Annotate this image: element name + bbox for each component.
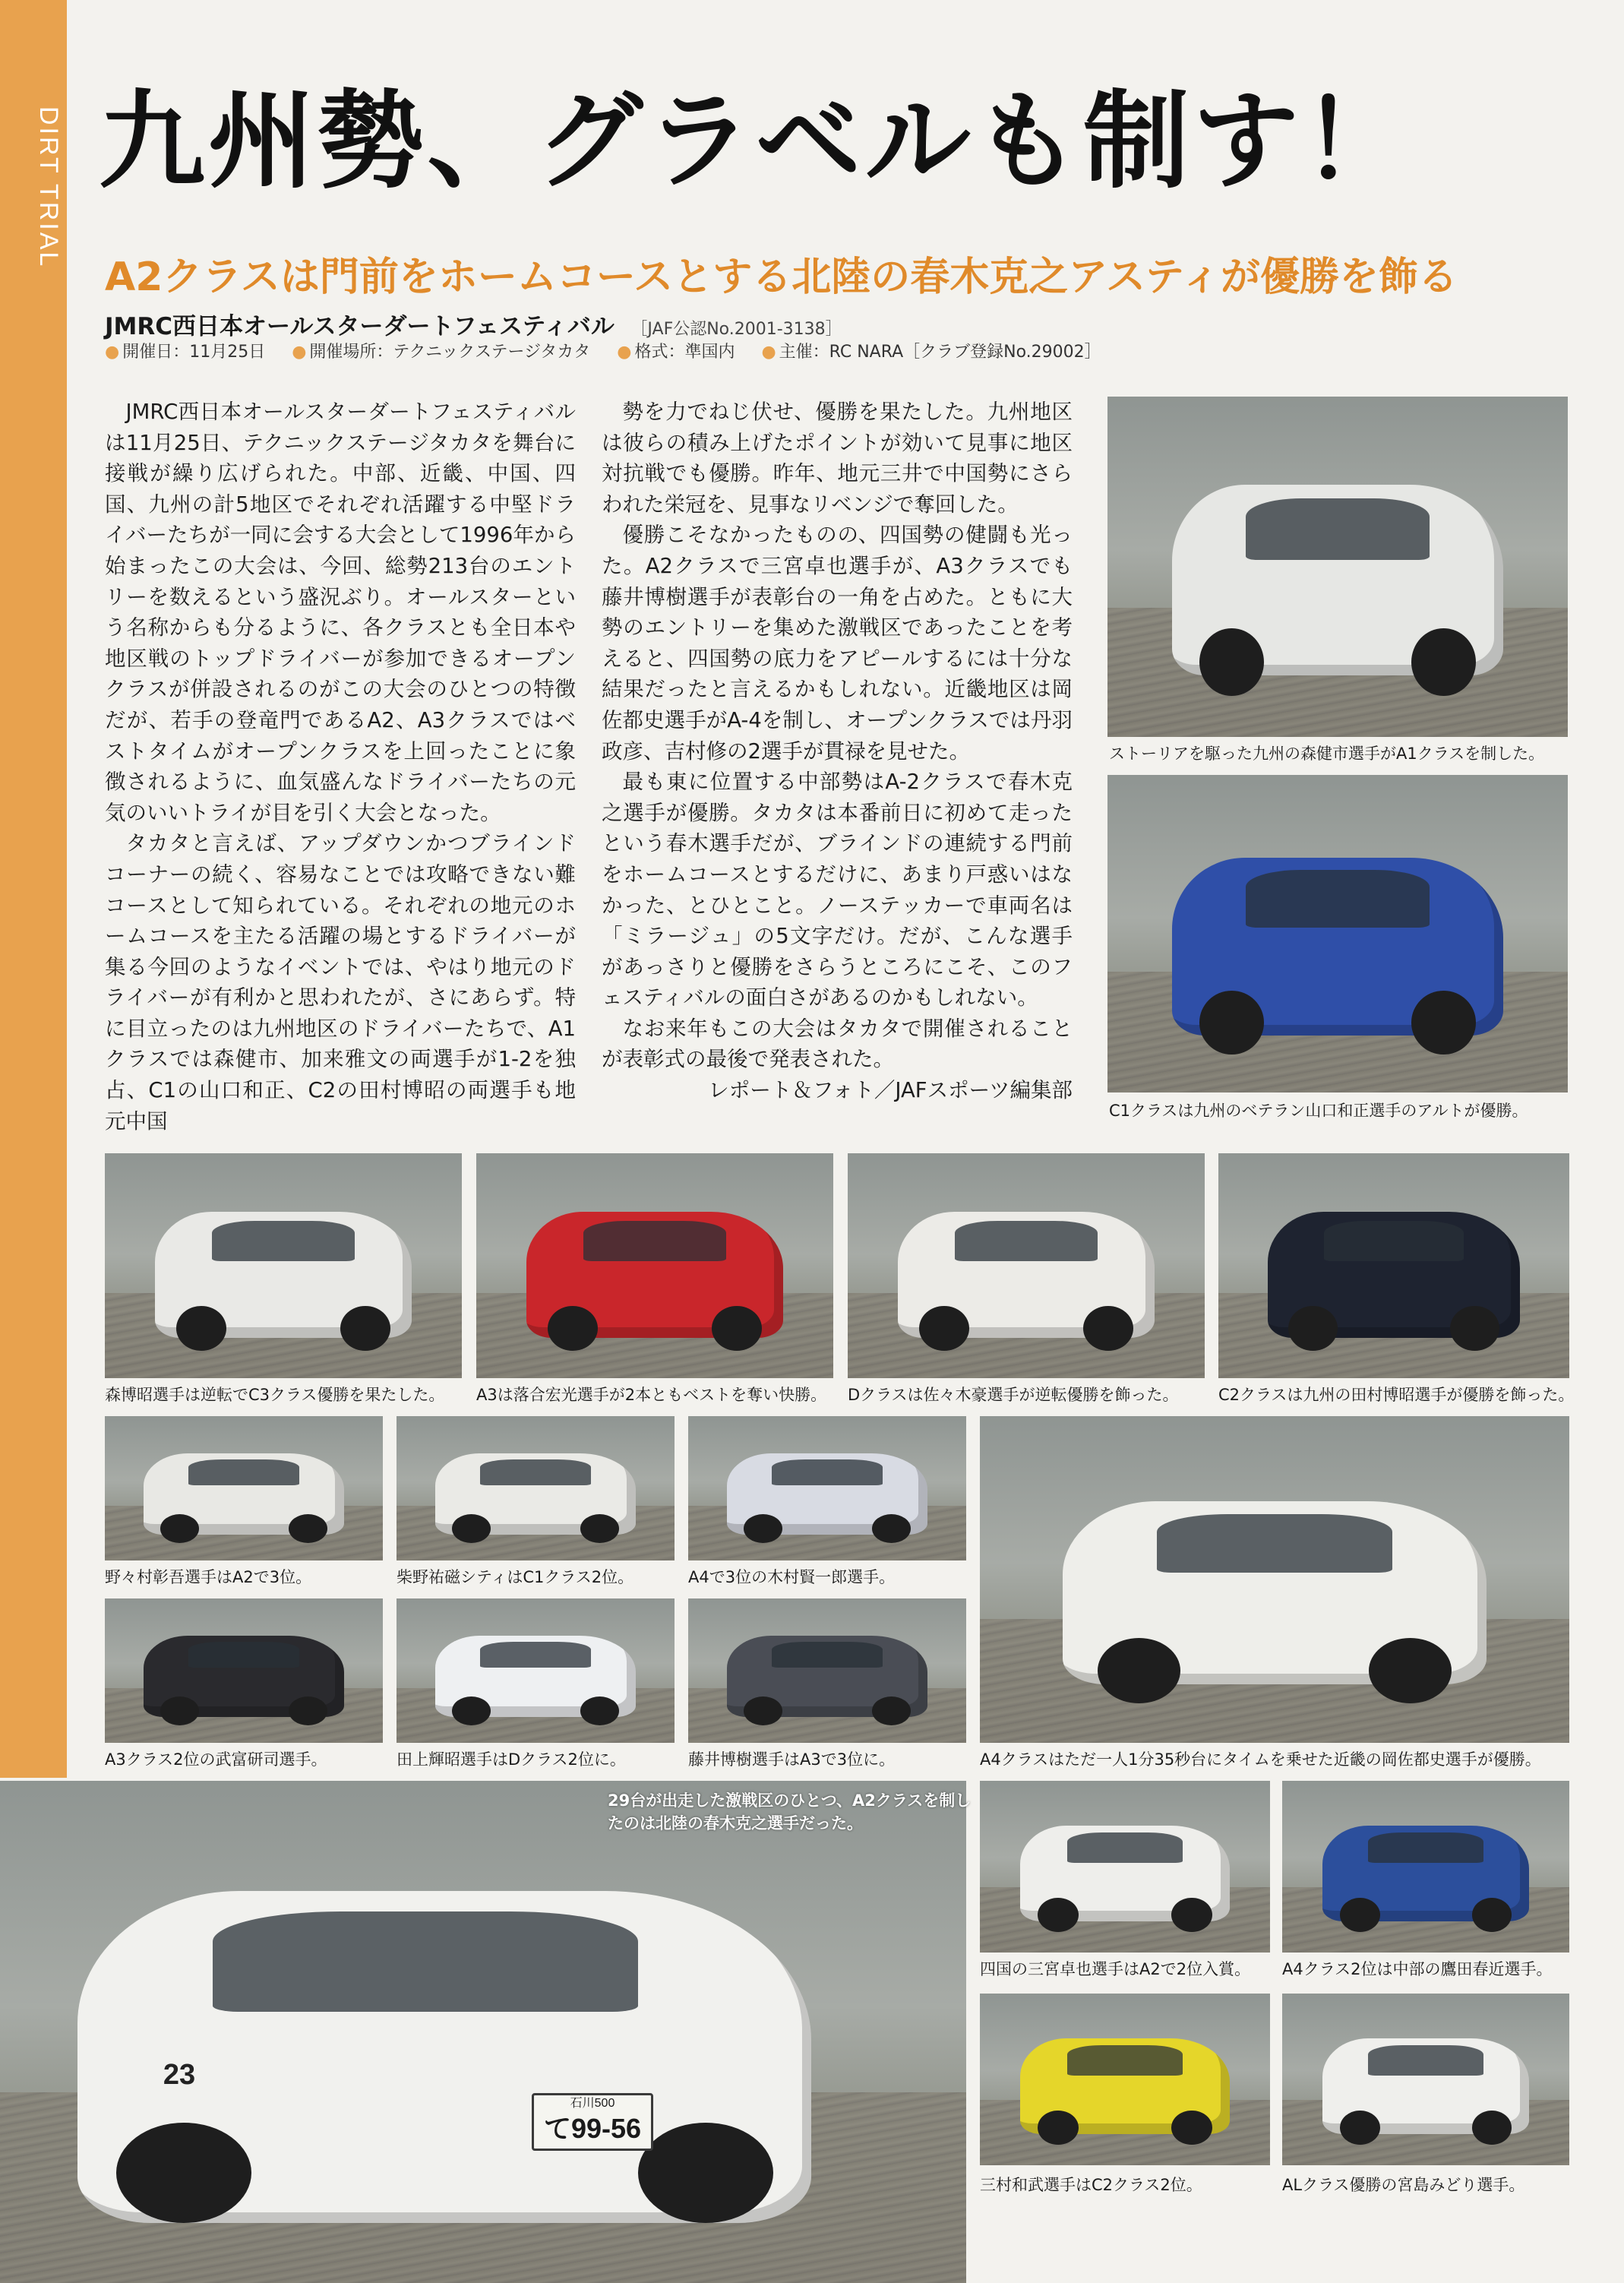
photo-shibano [397, 1416, 675, 1560]
article-paragraph: 最も東に位置する中部勢はA-2クラスで春木克之選手が優勝。タカタは本番前日に初めて走ったという春木選手だが、ブラインドの連続する門前をホームコースとするだけに、あまり戸惑いはなかった、とひとこと。ノーステッカーで車両名は「ミラージュ」の5文字だけ。だが、こんな選手があっさりと優勝をさらうところにこそ、このフェスティバルの面白さがあるのかもしれない。 [602, 770, 1073, 1010]
event-venue: ● 開催場所：テクニックステージタカタ [292, 343, 591, 362]
caption-miyajima: ALクラス優勝の宮島みどり選手。 [1282, 2176, 1525, 2194]
caption-tagami: 田上輝昭選手はDクラス2位に。 [397, 1750, 626, 1769]
event-date: ● 開催日：11月25日 [105, 343, 266, 362]
plate-region: 石川500 [570, 2097, 615, 2110]
caption-ochiai: A3は落合宏光選手が2本ともベストを奪い快勝。 [476, 1386, 827, 1404]
photo-miyajima [1282, 1994, 1569, 2165]
caption-shibano: 柴野祐磁シティはC1クラス2位。 [397, 1568, 634, 1586]
photo-ochiai [476, 1153, 833, 1378]
car-number: 23 [163, 2059, 196, 2091]
bullet-icon: ● [761, 343, 776, 362]
caption-main-overlay: 29台が出走した激戦区のひとつ、A2クラスを制したのは北陸の春木克之選手だった。 [608, 1791, 972, 1832]
event-organizer: ● 主催：RC NARA［クラブ登録No.29002］ [761, 343, 1101, 362]
caption-takada: A4クラス2位は中部の鷹田春近選手。 [1282, 1960, 1553, 1978]
caption-fujii: 藤井博樹選手はA3で3位に。 [688, 1750, 896, 1769]
event-name: JMRC西日本オールスターダートフェスティバル [105, 313, 615, 340]
photo-sasaki [848, 1153, 1205, 1378]
photo-fujii [688, 1598, 966, 1743]
article-paragraph: 勢を力でねじ伏せ、優勝を果たした。九州地区は彼らの積み上げたポイントが効いて見事に地区対抗戦でも優勝。昨年、地元三井で中国勢にさらわれた栄冠を、見事なリベンジで奪回した。 [602, 400, 1073, 517]
article-paragraph: タカタと言えば、アップダウンかつブラインドコーナーの続く、容易なことでは攻略できない難コースとして知られている。それぞれの地元のホームコースを主たる活躍の場とするドライバーが集る今回のようなイベントでは、やはり地元のドライバーが有利かと思われたが、さにあらず。特に目立ったのは九州地区のドライバーたちで、A1クラスでは森健市、加来雅文の両選手が1-2を独占、C1の山口和正、C2の田村博昭の両選手も地元中国 [105, 831, 576, 1134]
article-paragraph: なお来年もこの大会はタカタで開催されることが表彰式の最後で発表された。 [602, 1016, 1073, 1072]
photo-tamura [1218, 1153, 1569, 1378]
event-certification: ［JAF公認No.2001-3138］ [630, 320, 842, 339]
caption-mimura: 三村和武選手はC2クラス2位。 [980, 2176, 1202, 2194]
bullet-icon: ● [292, 343, 307, 362]
caption-mori: 森博昭選手は逆転でC3クラス優勝を果たした。 [105, 1386, 445, 1404]
photo-main-haruki [0, 1781, 966, 2283]
byline: レポート＆フォト／JAFスポーツ編集部 [708, 1078, 1073, 1103]
photo-storia [1107, 397, 1568, 737]
bullet-icon: ● [105, 343, 120, 362]
photo-nonomura [105, 1416, 383, 1560]
license-plate [532, 2093, 653, 2151]
bullet-icon: ● [617, 343, 632, 362]
photo-oka [980, 1416, 1569, 1743]
caption-alto: C1クラスは九州のベテラン山口和正選手のアルトが優勝。 [1109, 1102, 1528, 1120]
photo-mori [105, 1153, 462, 1378]
photo-taketomi [105, 1598, 383, 1743]
event-meta [105, 339, 1571, 362]
photo-kimura [688, 1416, 966, 1560]
article-column-1 [105, 397, 576, 1137]
caption-kimura: A4で3位の木村賢一郎選手。 [688, 1568, 896, 1586]
event-status: ● 格式：準国内 [617, 343, 735, 362]
plate-number: て99-56 [543, 2113, 642, 2144]
photo-sannomiya [980, 1781, 1270, 1953]
subhead: A2クラスは門前をホームコースとする北陸の春木克之アスティが優勝を飾る [105, 255, 1458, 300]
photo-alto [1107, 775, 1568, 1092]
caption-sannomiya: 四国の三宮卓也選手はA2で2位入賞。 [980, 1960, 1251, 1978]
headline: 九州勢、グラベルも制す！ [99, 80, 1412, 204]
article-paragraph: 優勝こそなかったものの、四国勢の健闘も光った。A2クラスで三宮卓也選手が、A3クラスでも藤井博樹選手が表彰台の一角を占めた。ともに大勢のエントリーを集めた激戦区であったことを考えると、四国勢の底力をアピールするには十分な結果だったと言えるかもしれない。近畿地区は岡佐都史選手がA-4を制し、オープンクラスでは丹羽政彦、吉村修の2選手が貫禄を見せた。 [602, 523, 1073, 764]
photo-mimura [980, 1994, 1270, 2165]
event-title-line [105, 307, 1571, 341]
caption-sasaki: Dクラスは佐々木豪選手が逆転優勝を飾った。 [848, 1386, 1179, 1404]
caption-tamura: C2クラスは九州の田村博昭選手が優勝を飾った。 [1218, 1386, 1575, 1404]
caption-taketomi: A3クラス2位の武富研司選手。 [105, 1750, 327, 1769]
article-paragraph: JMRC西日本オールスターダートフェスティバルは11月25日、テクニックステージタカタを舞台に接戦が繰り広げられた。中部、近畿、中国、四国、九州の計5地区でそれぞれ活躍する中堅ドライバーたちが一同に会する大会として1996年から始まったこの大会は、今回、総勢213台のエントリーを数えるという盛況ぶり。オールスターという名称からも分るように、各クラスとも全日本や地区戦のトップドライバーが参加できるオープンクラスが併設されるのがこの大会のひとつの特徴だが、若手の登竜門であるA2、A3クラスではベストタイムがオープンクラスを上回ったことに象徴されるように、血気盛んなドライバーたちの元気のいいトライが目を引く大会となった。 [105, 400, 576, 825]
photo-tagami [397, 1598, 675, 1743]
article-column-2 [602, 397, 1073, 1106]
caption-oka: A4クラスはただ一人1分35秒台にタイムを乗せた近畿の岡佐都史選手が優勝。 [980, 1750, 1541, 1769]
photo-takada [1282, 1781, 1569, 1953]
caption-nonomura: 野々村彰吾選手はA2で3位。 [105, 1568, 312, 1586]
caption-storia: ストーリアを駆った九州の森健市選手がA1クラスを制した。 [1109, 745, 1545, 763]
section-label: DIRT TRIAL [34, 106, 63, 269]
